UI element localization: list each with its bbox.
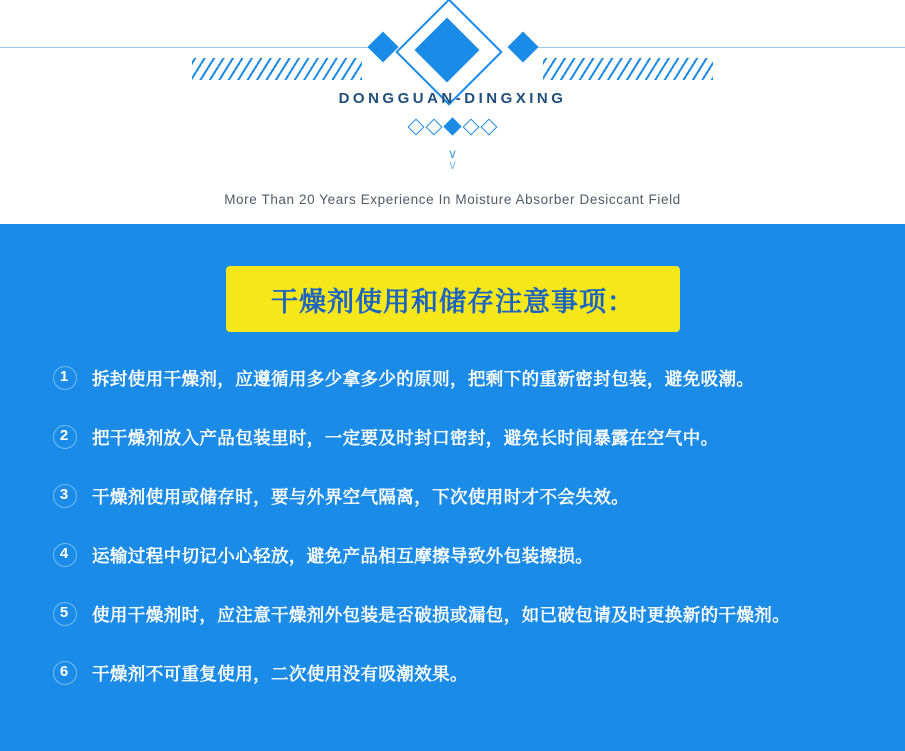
list-bullet (52, 483, 78, 509)
list-item-text: 运输过程中切记小心轻放，避免产品相互摩擦导致外包装擦损。 (92, 545, 594, 566)
notice-list (0, 358, 905, 712)
list-item (0, 417, 905, 457)
header-divider-left (0, 47, 390, 48)
list-bullet (52, 424, 78, 450)
brand-name: DONGGUAN-DINGXING (338, 90, 567, 107)
bullet-number: 5 (59, 604, 69, 621)
list-item-text: 干燥剂使用或储存时，要与外界空气隔离，下次使用时才不会失效。 (92, 486, 629, 507)
list-bullet (52, 542, 78, 568)
section-title: 干燥剂使用和储存注意事项： (271, 286, 635, 317)
list-item-text: 使用干燥剂时，应注意干燥剂外包装是否破损或漏包，如已破包请及时更换新的干燥剂。 (92, 604, 791, 625)
tagline: More Than 20 Years Experience In Moisture Absorber Desiccant Field (224, 192, 681, 207)
mini-diamond-icon (408, 118, 425, 135)
bullet-number: 3 (59, 486, 69, 503)
list-bullet (52, 365, 78, 391)
list-item-text: 干燥剂不可重复使用，二次使用没有吸潮效果。 (92, 663, 468, 684)
bullet-number: 1 (59, 368, 69, 385)
list-bullet (52, 601, 78, 627)
content-panel (0, 224, 905, 751)
mini-diamond-icon (481, 118, 498, 135)
list-item-text: 把干燥剂放入产品包装里时，一定要及时封口密封，避免长时间暴露在空气中。 (92, 427, 719, 448)
page-header (0, 0, 905, 224)
chevron-down-icon-small: ∨ (447, 157, 458, 172)
mini-diamond-solid-icon (443, 117, 461, 135)
stripe-pattern-right (543, 58, 713, 80)
accent-diamond-right (507, 31, 538, 62)
list-item (0, 476, 905, 516)
bullet-number: 6 (59, 663, 69, 680)
chevron-group (0, 148, 905, 170)
stripe-pattern-left (192, 58, 362, 80)
bullet-number: 4 (59, 545, 69, 562)
bullet-number: 2 (59, 427, 69, 444)
chevron-down-icon: ∨ (447, 146, 458, 161)
list-item (0, 358, 905, 398)
mini-diamond-icon (463, 118, 480, 135)
list-item (0, 653, 905, 693)
list-item-text: 拆封使用干燥剂，应遵循用多少拿多少的原则，把剩下的重新密封包装，避免吸潮。 (92, 368, 755, 389)
list-bullet (52, 660, 78, 686)
mini-diamond-row (0, 120, 905, 133)
list-item (0, 535, 905, 575)
mini-diamond-icon (426, 118, 443, 135)
list-item (0, 594, 905, 634)
section-title-badge (226, 266, 680, 332)
header-divider-right (515, 47, 905, 48)
accent-diamond-left (367, 31, 398, 62)
